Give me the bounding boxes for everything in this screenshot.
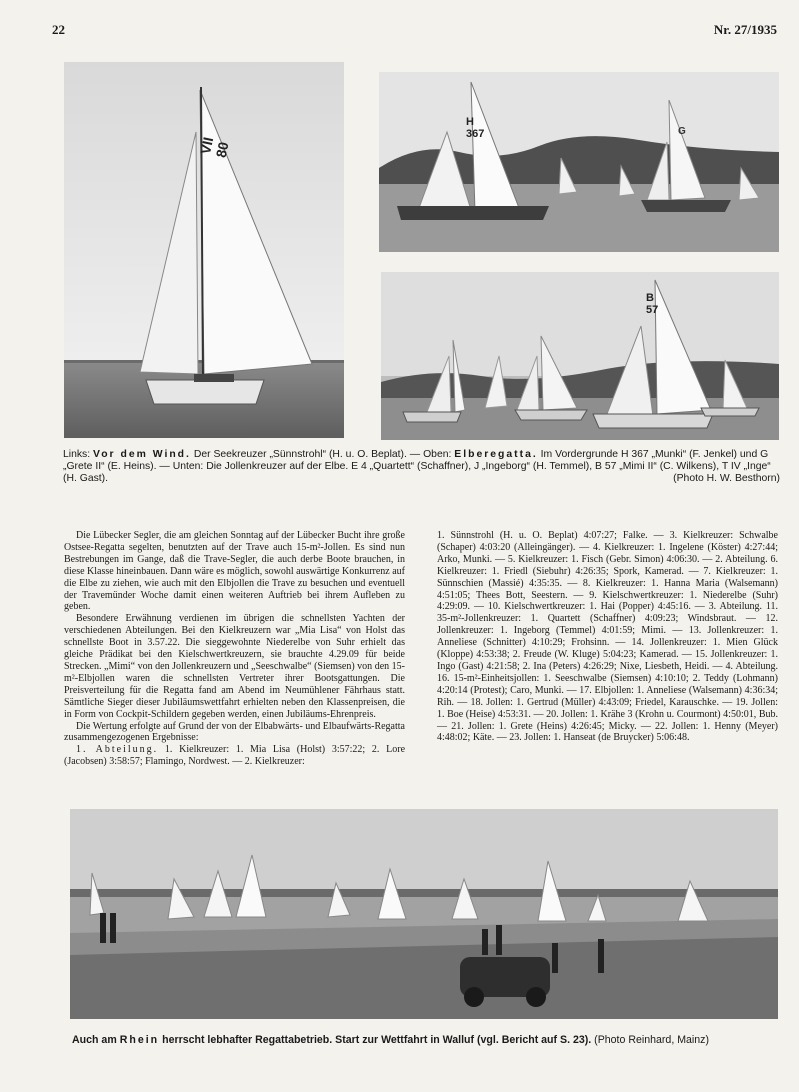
issue-number: Nr. 27/1935 [713,22,777,37]
sail-number-h367: H 367 [466,116,485,140]
caption-text-oben: Im Vordergrunde H 367 „Munki“ (F. Jenkel) und G „Grete II“ (E. Heins). — Unten: Die Jollenkreuzer auf der Elbe. E 4 „Quartett“ (Schaffner), J „Ingeborg“ (H. Temmel), B 57 „Mimi II“ (C. Wilkens), T IV „Inge“ (H. Gast). [63,449,771,485]
sail-number-g: G [678,126,686,137]
caption-label-links: Links: [63,449,91,460]
caption-credit-top: (Photo H. W. Besthorn) [673,473,780,485]
article-column-right [437,530,778,744]
photo-elberegatta [379,72,779,252]
photo-jollenkreuzer [381,272,779,440]
page-number: 22 [52,22,65,37]
article-paragraph-2: Besondere Erwähnung verdienen im übrigen die schnellsten Yachten der verschiedenen Abteilungen. Bei den Kielkreuzern war „Mia Lisa“ von Holst das schnellste Boot in 3.57.22. Die sieggewohnte Niederelbe von Suhr erhielt das gleiche Prädikat bei den Kielschwertkreuzern, sie brauchte 4.29.09 für beide Strecken. „Mimi“ von den Jollenkreuzern und „Seeschwalbe“ (Siemsen) von den 15-m²-Elbjollen waren die schnellsten Vertreter ihrer Bootsgattungen. Die Preisverteilung für die Regatta fand am Abend im Neumühlener Fährhaus statt. Sämtliche Sieger dieser Jubiläumswettfahrt erhielten neben den Klassenpreisen, die in Form von Cockpit-Schildern gegeben werden, einen Jubiläums-Ehrenpreis. [64,613,405,720]
sail-number-b57: B 57 [646,292,659,316]
caption-text-left: Der Seekreuzer „Sünnstrohl“ (H. u. O. Beplat). — [193,449,421,460]
caption-top [63,449,780,486]
results-section-label: 1. Abteilung. [76,744,159,756]
caption-title-oben: Elberegatta. [454,449,538,460]
caption-bottom-credit: (Photo Reinhard, Mainz) [594,1034,709,1046]
article-column-left [64,530,405,768]
caption-title-left: Vor dem Wind. [93,449,191,460]
photo-seekreuzer [64,62,344,438]
article-paragraph-1: Die Lübecker Segler, die am gleichen Sonntag auf der Lübecker Bucht ihre große Ostsee-Regatta segelten, benutzten auf der Trave auch 15-m²-Jollen. Es sind nun Bestrebungen im Gange, daß die Trave-Segler, die auch derbe Boote brauchen, in diese Klasse hineinbauen. Dann wäre es möglich, sowohl auswärtige Konkurrenz auf die Elbe zu ziehen, wie auch mit den Elbjollen die Trave zu besuchen und eventuell der Travemünder Woche damit einen weiteren Auftrieb bei ihrem Aufleben zu geben. [64,530,406,613]
caption-label-oben: Oben: [423,449,452,460]
sail-number-left: VII 80 [197,135,232,159]
article-paragraph-3: Die Wertung erfolgte auf Grund der von der Elbabwärts- und Elbaufwärts-Regatta zusammengezogenen Ergebnisse: [64,720,405,744]
caption-bottom-text-2: herrscht lebhafter Regattabetrieb. Start zur Wettfahrt in Walluf (vgl. Bericht auf S. 23). [162,1034,592,1046]
photo-rhein-walluf [70,809,778,1019]
caption-bottom-text-1: Auch am [72,1034,117,1046]
caption-bottom-rhein: Rhein [119,1034,160,1046]
caption-bottom [72,1034,787,1046]
results-start: 1. Kielkreuzer: 1. Mia Lisa (Holst) 3:57:22; 2. Lore (Jacobsen) 3:58:57; Flamingo, Nordwest. — 2. Kielkreuzer: [64,744,406,768]
article-paragraph-4 [64,744,405,768]
results-list: 1. Sünnstrohl (H. u. O. Beplat) 4:07:27; Falke. — 3. Kielkreuzer: Schwalbe (Schaper) 4:03:20 (Alleingänger). — 4. Kielkreuzer: 1. Ingelene (Köster) 4:27:44; Arko, Munki. — 5. Kielkreuzer: 1. Fisch (Gebr. Simon) 4:06:30. — 2. Abteilung. 6. Kielkreuzer: 1. Friedl (Siebuhr) 4:26:35; Spork, Kamerad. — 7. Kielkreuzer: 1. Sünnschien (Massié) 4:35:35. — 8. Kielkreuzer: 1. Hanna Maria (Walsemann) 4:51:05; Thees Bott, Seestern. — 9. Kielschwertkreuzer: 1. Niederelbe (Suhr) 4:29:09. — 10. Kielschwertkreuzer: 1. Hai (Popper) 4:45:16. — 3. Abteilung. 11. 35-m²-Jollenkreuzer: 1. Quartett (Schaffner) 4:09:23; Windsbraut. — 12. Jollenkreuzer: 1. Ingeborg (Temmel) 4:01:59; Mimi. — 13. Jollenkreuzer: 1. Anneliese (Schnitter) 4:10:29; Frohsinn. — 14. Jollenkreuzer: 1. Mien Glück (Kloppe) 4:53:38; 2. Freude (W. Kluge) 5:04:23; Kamerad. — 15. Jollenkreuzer: 1. Ingo (Gast) 4:21:58; 2. Ina (Peters) 4:26:29; Nixe, Liesbeth, Heidi. — 4. Abteilung. 16. 15-m²-Einheitsjollen: 1. Seeschwalbe (Siemsen) 4:10:10; 2. Teddy (Lohmann) 4:20:14 (Protest); Caro, Munki. — 17. Elbjollen: 1. Anneliese (Walsemann) 4:36:34; Rih. — 18. Jollen: 1. Gertrud (Müller) 4:43:09; Friedel, Karauschke. — 19. Jollen: 1. Boe (Heise) 4:53:31. — 20. Jollen: 1. Krähe 3 (Krohn u. Courmont) 4:50:01, Bub. — 21. Jollen: 1. Grete (Heins) 4:26:45; Micky. — 22. Jollen: 1. Henny (Meyer) 4:48:02; Käte. — 23. Jollen: 1. Hanseat (de Bruycker) 5:06:48. [437,530,778,744]
